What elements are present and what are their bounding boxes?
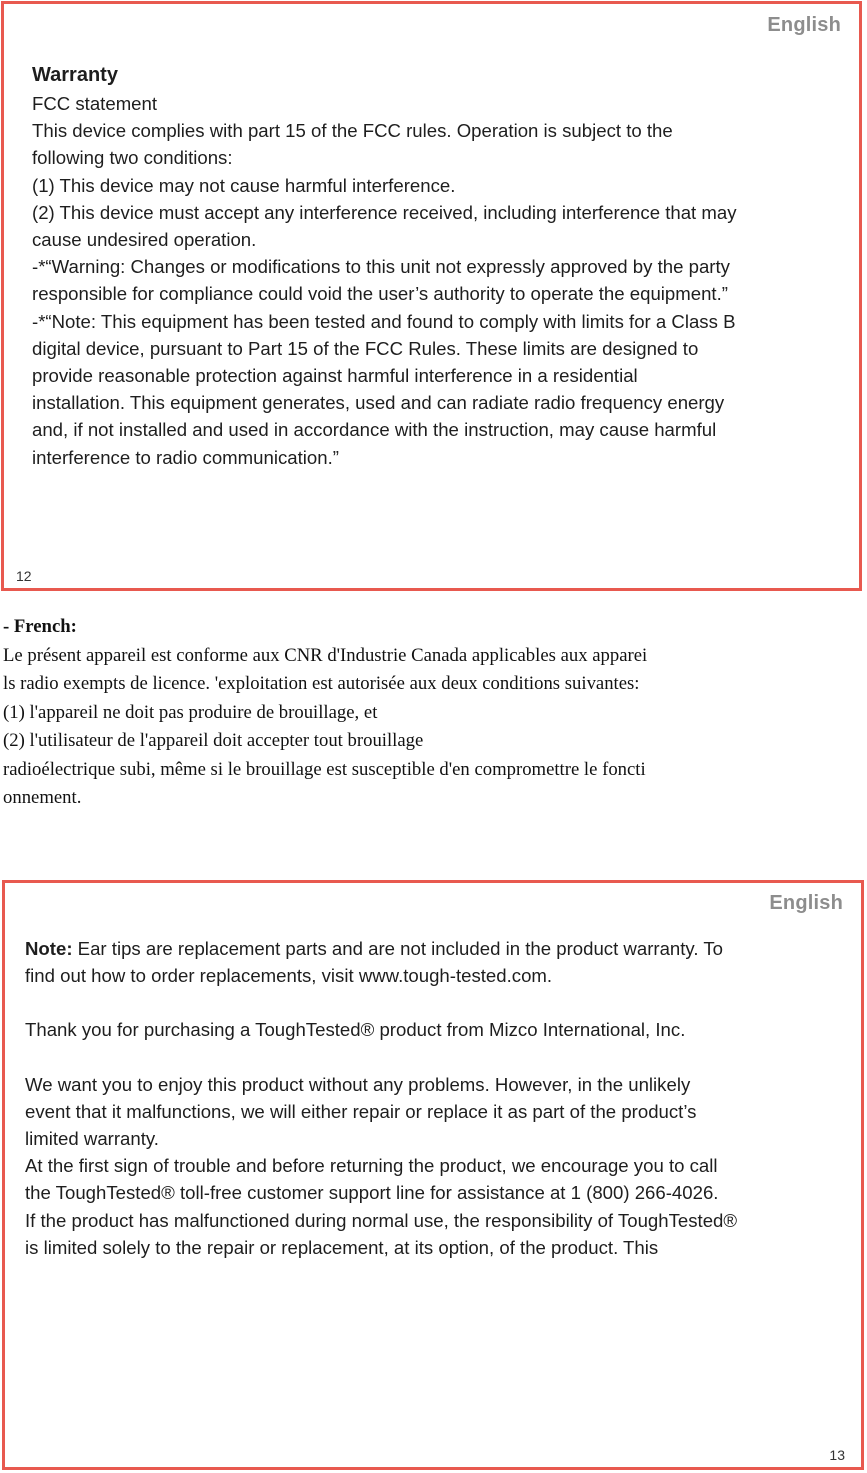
fcc-line: (1) This device may not cause harmful interference. <box>32 174 456 196</box>
fcc-line: responsible for compliance could void the user’s authority to operate the equipment.” <box>32 283 728 305</box>
fcc-line: -*“Warning: Changes or modifications to this unit not expressly approved by the party <box>32 256 730 278</box>
fcc-line: and, if not installed and used in accordance with the instruction, may cause harmful <box>32 419 717 441</box>
note-label: Note: <box>25 938 73 959</box>
warranty-line: the ToughTested® toll-free customer support line for assistance at 1 (800) 266-4026. <box>25 1182 719 1204</box>
fcc-subheading: FCC statement <box>32 93 158 114</box>
fcc-line: cause undesired operation. <box>32 229 257 251</box>
warranty-line: We want you to enjoy this product without any problems. However, in the unlikely <box>25 1073 691 1095</box>
warranty-line: is limited solely to the repair or replacement, at its option, of the product. This <box>25 1236 659 1258</box>
french-line: onnement. <box>3 787 82 808</box>
thanks-line: Thank you for purchasing a ToughTested® product from Mizco International, Inc. <box>25 1019 686 1041</box>
page-number: 13 <box>829 1447 845 1463</box>
french-title: - French: <box>3 616 77 637</box>
french-statement <box>3 613 867 813</box>
french-line: (1) l'appareil ne doit pas produire de brouillage, et <box>3 701 378 723</box>
french-line: (2) l'utilisateur de l'appareil doit accepter tout brouillage <box>3 730 424 751</box>
fcc-line: following two conditions: <box>32 147 233 169</box>
french-line: radioélectrique subi, même si le brouillage est susceptible d'en compromettre le foncti <box>3 758 646 780</box>
warranty-line: At the first sign of trouble and before returning the product, we encourage you to call <box>25 1155 718 1177</box>
language-label: English <box>769 892 843 914</box>
fcc-line: installation. This equipment generates, used and can radiate radio frequency energy <box>32 392 725 414</box>
note-text: Ear tips are replacement parts and are not included in the product warranty. To <box>72 938 723 959</box>
warranty-line: event that it malfunctions, we will either repair or replace it as part of the product’s <box>25 1100 697 1122</box>
fcc-line: -*“Note: This equipment has been tested and found to comply with limits for a Class B <box>32 310 736 332</box>
language-label: English <box>767 14 841 36</box>
fcc-line: (2) This device must accept any interference received, including interference that may <box>32 201 737 223</box>
fcc-line: This device complies with part 15 of the FCC rules. Operation is subject to the <box>32 120 673 142</box>
french-line: ls radio exempts de licence. 'exploitation est autorisée aux deux conditions suivantes: <box>3 673 640 694</box>
page-number: 12 <box>16 568 32 584</box>
manual-page-13 <box>2 880 864 1470</box>
note-paragraph <box>25 935 841 962</box>
warranty-section <box>32 60 839 471</box>
manual-page-12 <box>1 1 862 591</box>
fcc-line: provide reasonable protection against harmful interference in a residential <box>32 365 638 387</box>
note-text-line2: find out how to order replacements, visit www.tough-tested.com. <box>25 965 553 987</box>
french-line: Le présent appareil est conforme aux CNR d'Industrie Canada applicables aux apparei <box>3 644 648 666</box>
warranty-line: limited warranty. <box>25 1128 159 1150</box>
warranty-heading: Warranty <box>32 64 118 86</box>
warranty-note-section <box>25 935 841 1261</box>
fcc-line: interference to radio communication.” <box>32 446 339 468</box>
warranty-line: If the product has malfunctioned during normal use, the responsibility of ToughTested® <box>25 1209 738 1231</box>
fcc-line: digital device, pursuant to Part 15 of the FCC Rules. These limits are designed to <box>32 337 699 359</box>
